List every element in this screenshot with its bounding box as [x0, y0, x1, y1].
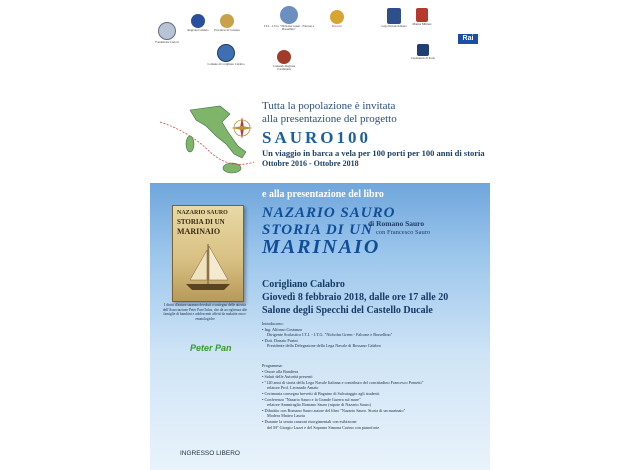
- flame-icon: [277, 50, 291, 64]
- logo-rai: [458, 34, 478, 44]
- logo-label: Comune di Corigliano Calabro: [207, 62, 245, 66]
- introducer-line: Presidente della Delegazione della Lega Navale di Rossano Calabro: [267, 343, 381, 349]
- logo-label: Lega Navale Italiana: [381, 24, 407, 28]
- project-invite: [150, 92, 490, 182]
- rotary-wheel-icon: [330, 10, 344, 24]
- book-title-line-3: MARINAIO: [262, 236, 381, 258]
- logo-carabinieri: [266, 50, 302, 72]
- crest-icon: [220, 14, 234, 28]
- program-item: • Onore alla Bandiera: [262, 368, 299, 374]
- introducer-line: Dirigente Scolastico I.T.I. - I.T.G. "Nicholas Green - Falcone e Borsellino": [267, 332, 393, 338]
- logo-label: Fondazione Carical: [155, 40, 179, 44]
- book-cover: [172, 205, 244, 302]
- logo-capitaneria: [408, 44, 438, 60]
- crest-icon: [217, 44, 235, 62]
- program-item: • Durante la serata canzoni risorgimentali con esibizione: [262, 418, 357, 424]
- logo-school: [260, 6, 318, 32]
- free-entry-label: INGRESSO LIBERO: [180, 450, 240, 457]
- program-item: Modera Matteo Lauria: [267, 413, 305, 419]
- project-subtitle: Un viaggio in barca a vela per 100 porti per 100 anni di storia: [262, 148, 485, 158]
- program-item: • Cerimonia consegna brevetti di Bagnino di Salvataggio agli studenti.: [262, 390, 380, 396]
- logo-fondazione: [154, 22, 180, 44]
- program-item: del M° Giorgio Luzzi e del Soprano Simona Corino con pianoforte: [267, 424, 380, 430]
- program-item: relatore Prof. Leonardo Amato: [267, 385, 319, 391]
- navy-crest-icon: [416, 8, 428, 22]
- program-item: relatore Ammiraglio Romano Sauro (nipote di Nazario Sauro): [267, 402, 371, 408]
- event-city: Corigliano Calabro: [262, 279, 345, 290]
- project-title: SAURO100: [262, 128, 372, 147]
- introducers-label: Introducono:: [262, 321, 284, 326]
- cover-title-2: STORIA DI UN: [177, 218, 225, 226]
- introducer-line: • Ing. Alfonso Costanza: [262, 326, 302, 332]
- crest-icon: [191, 14, 205, 28]
- logo-label: Regione Calabria: [187, 28, 209, 32]
- book-coauthor: con Francesco Sauro: [376, 229, 431, 236]
- invite-line-1: Tutta la popolazione è invitata: [262, 100, 396, 112]
- logo-comune: [206, 44, 246, 66]
- cover-title-1: NAZARIO SAURO: [177, 210, 228, 216]
- cover-title-3: MARINAIO: [177, 227, 221, 236]
- book-title-line-1: NAZARIO SAURO: [262, 205, 396, 221]
- event-datetime: Giovedì 8 febbraio 2018, dalle ore 17 alle 20: [262, 292, 449, 303]
- logo-regione: [186, 14, 210, 32]
- seal-icon: [158, 22, 176, 40]
- book-section: [150, 183, 490, 470]
- program-block: [262, 363, 482, 430]
- invite-line-2: alla presentazione del progetto: [262, 113, 397, 125]
- event-venue: Salone degli Specchi del Castello Ducale: [262, 305, 433, 316]
- logo-label: Comando Regione Carabinieri: [272, 64, 296, 72]
- school-emblem-icon: [280, 6, 298, 24]
- program-item: • Saluti delle Autorità presenti: [262, 374, 313, 380]
- book-author: di Romano Sauro: [368, 219, 425, 228]
- project-dates: Ottobre 2016 - Ottobre 2018: [262, 159, 359, 168]
- logo-label: Provincia di Cosenza: [214, 28, 240, 32]
- logo-marina: [410, 8, 434, 26]
- introducers-block: [262, 321, 482, 349]
- rai-logo-icon: Rai: [458, 34, 478, 44]
- logo-provincia: [214, 14, 240, 32]
- program-item: • "120 anni di storia della Lega Navale Italiana e contributo del concittadino Francesco Pometti": [262, 379, 424, 385]
- program-label: Programma:: [262, 363, 283, 368]
- logo-rotaract: [322, 10, 352, 28]
- italy-map-icon: [150, 92, 260, 182]
- program-item: • Dibattito con Romano Sauro autore del libro "Nazario Sauro. Storia di un marinaio": [262, 407, 406, 413]
- introducer-line: • Dott. Donato Purini: [262, 337, 298, 343]
- coast-guard-icon: [417, 44, 429, 56]
- anchor-crest-icon: [387, 8, 401, 24]
- logo-label: Capitaneria di Porto: [410, 56, 436, 60]
- logo-label: Rotaract: [331, 24, 343, 28]
- program-item: • Conferenza "Nazario Sauro e la Grande Guerra sul mare": [262, 396, 361, 402]
- logo-label: I.T.I. - I.T.G. "Nicholas Green - Falcone e Borsellino": [263, 24, 315, 32]
- peter-pan-logo: Peter Pan: [190, 343, 232, 353]
- poster: [150, 0, 490, 470]
- book-intro: e alla presentazione del libro: [262, 189, 384, 200]
- logo-lega-navale: [380, 8, 408, 28]
- logo-bar: [150, 0, 490, 90]
- book-title-line-2: STORIA DI UN: [262, 222, 373, 238]
- logo-label: Marina Militare: [412, 22, 432, 26]
- charity-note: I diritti d'autore saranno devoluti a sostegno delle attività dell'Associazione Peter Pan Onlus, che dà accoglienza alle famiglie di bambini e adolescenti affetti da malattie onco-ematologiche: [162, 303, 248, 321]
- compass-rose-icon: [231, 117, 253, 139]
- sailboat-icon: [178, 240, 238, 296]
